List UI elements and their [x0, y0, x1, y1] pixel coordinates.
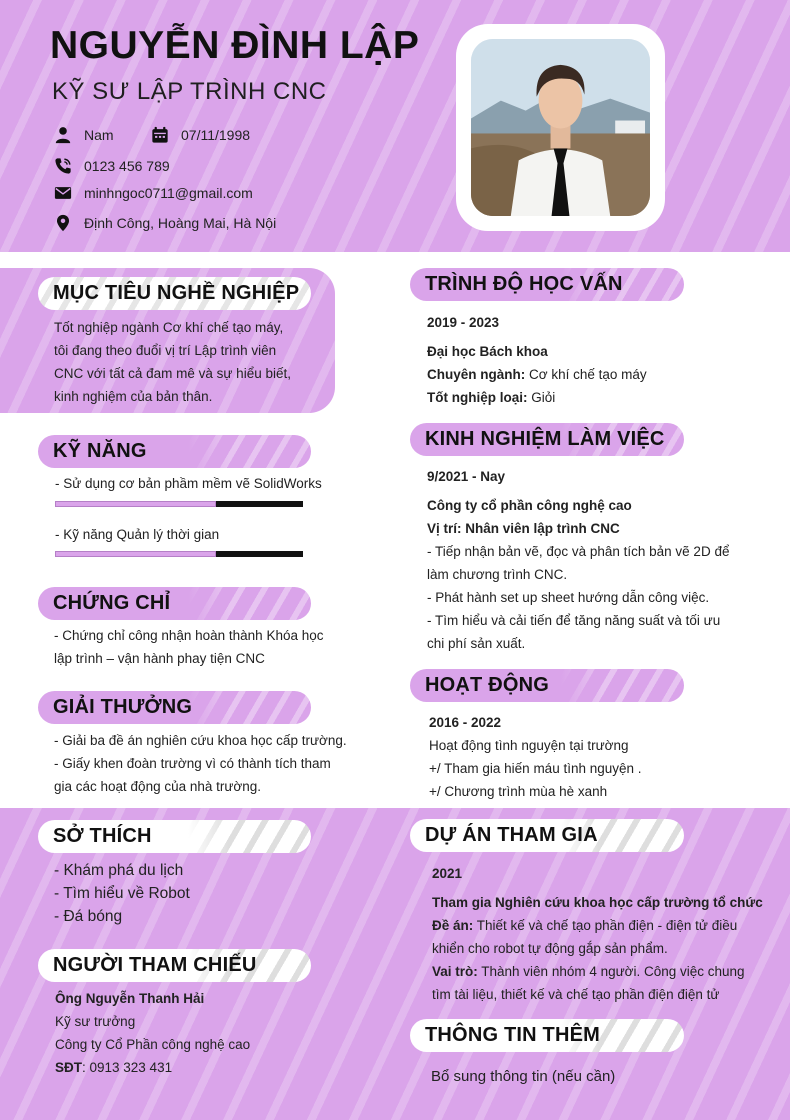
- project-topic-label: Đề án:: [432, 918, 474, 933]
- award-line: - Giấy khen đoàn trường vì có thành tích tham: [54, 756, 331, 771]
- hobbies-heading: SỞ THÍCH: [38, 820, 311, 853]
- email-value[interactable]: minhngoc0711@gmail.com: [84, 185, 253, 201]
- gender-value: Nam: [84, 127, 114, 143]
- candidate-name: NGUYỄN ĐÌNH LẬP: [50, 24, 420, 67]
- project-role-cont: tìm tài liệu, thiết kế và chế tạo phần điện điện tử: [432, 987, 720, 1002]
- experience-company: Công ty cổ phần công nghệ cao: [427, 498, 632, 513]
- address-row: [54, 214, 276, 232]
- phone-icon: [54, 157, 72, 175]
- objective-line: Tốt nghiệp ngành Cơ khí chế tạo máy,: [54, 320, 284, 335]
- certificate-line: lập trình – vận hành phay tiện CNC: [54, 651, 265, 666]
- profile-photo-frame: [456, 24, 665, 231]
- reference-company: Công ty Cổ Phần công nghệ cao: [55, 1037, 251, 1052]
- certificates-heading: CHỨNG CHỈ: [38, 587, 311, 620]
- skill-label: - Sử dụng cơ bản phầm mềm vẽ SolidWorks: [55, 476, 322, 491]
- project-topic-row: [432, 914, 763, 937]
- calendar-icon: [151, 126, 169, 144]
- activities-heading: HOẠT ĐỘNG: [410, 669, 684, 702]
- education-text: [427, 311, 647, 409]
- objective-line: CNC với tất cả đam mê và sự hiểu biết,: [54, 366, 291, 381]
- experience-line: làm chương trình CNC.: [427, 567, 568, 582]
- project-year: 2021: [432, 866, 463, 881]
- certificate-line: - Chứng chỉ công nhận hoàn thành Khóa học: [54, 628, 324, 643]
- education-school: Đại học Bách khoa: [427, 344, 548, 359]
- project-topic-cont: khiển cho robot tự động gắp sản phẩm.: [432, 941, 668, 956]
- awards-heading: GIẢI THƯỞNG: [38, 691, 311, 724]
- project-role-label: Vai trò:: [432, 964, 478, 979]
- birthdate-value: 07/11/1998: [181, 127, 251, 143]
- skill-bar: [55, 551, 303, 557]
- additional-info-text: Bổ sung thông tin (nếu cần): [431, 1068, 616, 1085]
- projects-heading: DỰ ÁN THAM GIA: [410, 819, 684, 852]
- skill-bar-fill: [55, 501, 216, 507]
- activity-line: Hoạt động tình nguyện tại trường: [429, 738, 629, 753]
- education-heading: TRÌNH ĐỘ HỌC VẤN: [410, 268, 684, 301]
- experience-heading: KINH NGHIỆM LÀM VIỆC: [410, 423, 684, 456]
- activities-period: 2016 - 2022: [429, 715, 502, 730]
- experience-period: 9/2021 - Nay: [427, 469, 506, 484]
- reference-phone-label: SĐT: [55, 1060, 82, 1075]
- skill-bar-track: [216, 501, 303, 507]
- awards-text: [54, 729, 347, 798]
- skill-bar: [55, 501, 303, 507]
- education-grade: Giỏi: [527, 390, 556, 405]
- objective-line: kinh nghiệm của bản thân.: [54, 389, 213, 404]
- job-title: KỸ SƯ LẬP TRÌNH CNC: [52, 78, 327, 105]
- profile-photo: [471, 39, 650, 216]
- projects-text: [432, 862, 763, 1006]
- experience-line: - Phát hành set up sheet hướng dẫn công việc.: [427, 590, 710, 605]
- education-major: Cơ khí chế tạo máy: [525, 367, 647, 382]
- education-grade-label: Tốt nghiệp loại:: [427, 390, 528, 405]
- experience-position: Vị trí: Nhân viên lập trình CNC: [427, 521, 620, 536]
- experience-line: chi phí sản xuất.: [427, 636, 526, 651]
- experience-line: - Tiếp nhận bản vẽ, đọc và phân tích bản vẽ 2D để: [427, 544, 730, 559]
- references-text: [55, 987, 250, 1079]
- gender-row: [54, 126, 114, 144]
- education-period: 2019 - 2023: [427, 315, 500, 330]
- objective-line: tôi đang theo đuổi vị trí Lập trình viên: [54, 343, 277, 358]
- experience-line: - Tìm hiểu và cải tiến để tăng năng suất và tối ưu: [427, 613, 721, 628]
- experience-text: [427, 465, 729, 655]
- hobbies-text: [54, 859, 190, 928]
- skills-heading: KỸ NĂNG: [38, 435, 311, 468]
- education-major-row: [427, 363, 647, 386]
- activity-line: +/ Chương trình mùa hè xanh: [429, 784, 608, 799]
- activity-line: +/ Tham gia hiến máu tình nguyện .: [429, 761, 642, 776]
- reference-role: Kỹ sư trưởng: [55, 1014, 136, 1029]
- activities-text: [429, 711, 642, 803]
- skill-bar-track: [216, 551, 303, 557]
- skill-label: - Kỹ năng Quản lý thời gian: [55, 527, 220, 542]
- reference-phone-row: [55, 1056, 250, 1079]
- additional-info-heading: THÔNG TIN THÊM: [410, 1019, 684, 1052]
- reference-phone[interactable]: : 0913 323 431: [82, 1060, 173, 1075]
- objective-text: [54, 316, 291, 408]
- hobby-line: - Tìm hiểu về Robot: [54, 885, 190, 902]
- reference-name: Ông Nguyễn Thanh Hải: [55, 991, 205, 1006]
- project-role-row: [432, 960, 763, 983]
- hobby-line: - Khám phá du lịch: [54, 862, 184, 879]
- education-major-label: Chuyên ngành:: [427, 367, 526, 382]
- phone-row: [54, 157, 170, 175]
- objective-heading: MỤC TIÊU NGHỀ NGHIỆP: [38, 277, 311, 310]
- hobby-line: - Đá bóng: [54, 908, 123, 925]
- award-line: gia các hoạt động của nhà trường.: [54, 779, 262, 794]
- birthdate-row: [151, 126, 250, 144]
- skill-bar-fill: [55, 551, 216, 557]
- email-row: [54, 184, 253, 202]
- mail-icon: [54, 184, 72, 202]
- award-line: - Giải ba đề án nghiên cứu khoa học cấp trường.: [54, 733, 347, 748]
- certificates-text: [54, 624, 324, 670]
- education-grade-row: [427, 386, 647, 409]
- phone-value[interactable]: 0123 456 789: [84, 158, 170, 174]
- project-topic: Thiết kế và chế tạo phần điện - điện tử điều: [473, 918, 738, 933]
- address-value: Định Công, Hoàng Mai, Hà Nội: [84, 215, 277, 231]
- project-role: Thành viên nhóm 4 người. Công việc chung: [477, 964, 745, 979]
- location-pin-icon: [54, 214, 72, 232]
- project-title: Tham gia Nghiên cứu khoa học cấp trường tổ chức: [432, 895, 763, 910]
- person-icon: [54, 126, 72, 144]
- references-heading: NGƯỜI THAM CHIẾU: [38, 949, 311, 982]
